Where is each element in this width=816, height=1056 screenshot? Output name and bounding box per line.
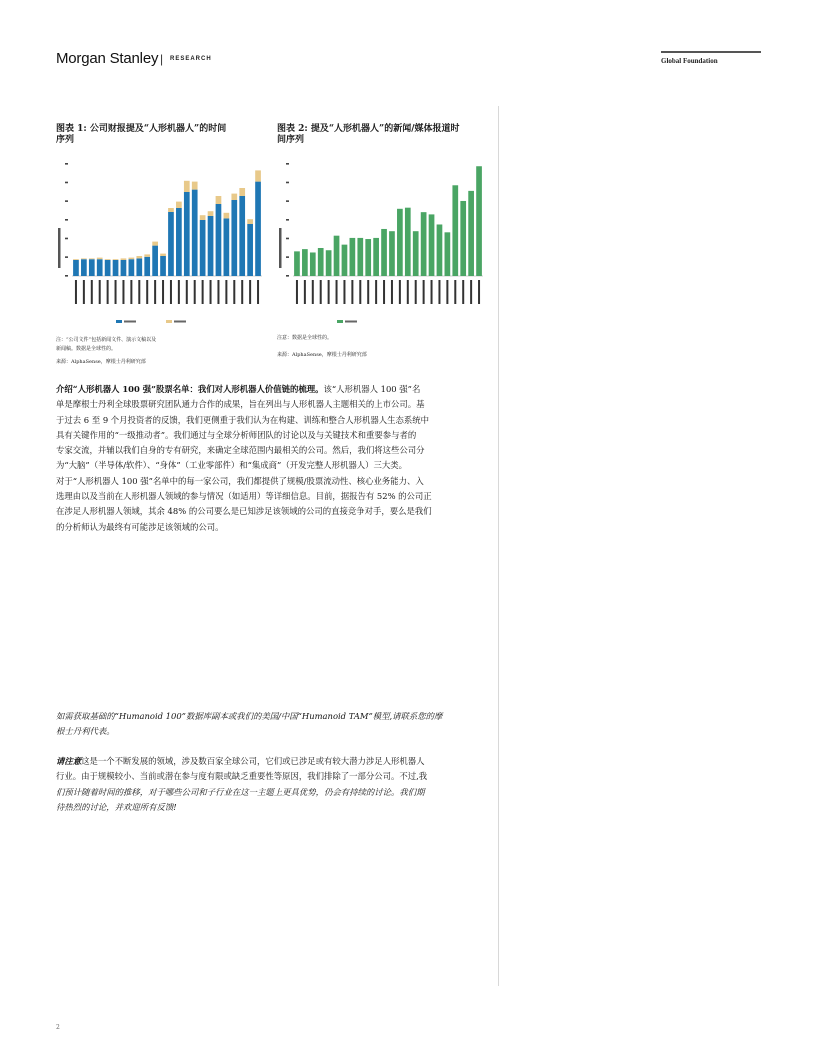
bar <box>381 229 387 276</box>
y-tick-mark <box>286 256 289 258</box>
figure2-source: 来源：AlphaSense，摩根士丹利研究部 <box>277 352 367 358</box>
bar <box>176 208 182 276</box>
x-tick-label <box>107 280 109 304</box>
bar <box>239 196 245 276</box>
figure2-note <box>277 334 489 360</box>
bar <box>476 166 482 276</box>
legend-swatch <box>337 320 343 323</box>
paragraph-disclaimer-line: 待热烈的讨论，并欢迎所有反馈! <box>56 801 177 812</box>
x-tick-label <box>115 280 117 304</box>
x-tick-label <box>320 280 322 304</box>
legend-label <box>124 321 136 323</box>
paragraph-intro-line: 选理由以及当前在人形机器人领域的参与情况（如适用）等详细信息。目前，据报告有 52% 的公司正 <box>56 491 432 502</box>
y-tick-mark <box>65 182 68 184</box>
y-tick-mark <box>286 182 289 184</box>
x-tick-label <box>399 280 401 304</box>
y-tick-mark <box>286 163 289 165</box>
x-tick-label <box>138 280 140 304</box>
bar-segment <box>121 258 127 260</box>
bar <box>445 232 451 276</box>
x-tick-label <box>351 280 353 304</box>
bar-segment <box>239 188 245 196</box>
x-tick-label <box>99 280 101 304</box>
bar <box>208 216 214 276</box>
bar-segment <box>73 259 79 260</box>
bar-segment <box>216 196 222 204</box>
figure1-source: 来源：AlphaSense，摩根士丹利研究部 <box>56 359 146 365</box>
x-tick-label <box>328 280 330 304</box>
x-tick-label <box>186 280 188 304</box>
bar <box>97 259 103 276</box>
bar <box>389 231 395 276</box>
y-tick-mark <box>286 238 289 240</box>
x-tick-label <box>225 280 227 304</box>
x-tick-label <box>391 280 393 304</box>
header-right-label: Global Foundation <box>661 57 718 65</box>
bar <box>216 204 222 276</box>
x-tick-label <box>375 280 377 304</box>
paragraph-intro-line: 的分析师认为最终有可能涉足该领域的公司。 <box>56 521 224 532</box>
bar <box>136 258 142 276</box>
x-tick-label <box>367 280 369 304</box>
bar <box>144 257 150 276</box>
paragraph-intro-line: 在涉足人形机器人领域，其余 48% 的公司要么是已知涉足该领域的公司的直接竞争对手，要么是我们 <box>56 506 432 517</box>
bar <box>160 256 166 276</box>
x-tick-label <box>296 280 298 304</box>
paragraph-disclaimer-line: 们预计随着时间的推移，对于哪些公司和子行业在这一主题上更具优势，仍会有持续的讨论。我们期 <box>56 786 425 797</box>
bar <box>255 182 261 276</box>
bar-segment <box>208 211 214 216</box>
bar <box>247 224 253 276</box>
bar <box>152 246 158 276</box>
paragraph-intro-line: 单是摩根士丹利全球股票研究团队通力合作的成果，旨在列出与人形机器人主题相关的上市公司。基 <box>56 399 425 410</box>
y-tick-mark <box>65 200 68 202</box>
brand-logo: Morgan Stanley <box>56 50 159 67</box>
x-tick-label <box>146 280 148 304</box>
x-tick-label <box>83 280 85 304</box>
bar <box>168 212 174 276</box>
bar <box>357 238 363 276</box>
y-tick-mark <box>65 275 68 277</box>
paragraph-disclaimer-line: 这是一个不断发展的领域，涉及数百家全球公司，它们或已涉足或有较大潜力涉足人形机器人 <box>81 756 425 766</box>
paragraph-disclaimer-lead: 请注意 <box>56 756 82 766</box>
bar <box>121 260 127 276</box>
bar-segment <box>247 219 253 224</box>
paragraph-disclaimer-line: 行业。由于规模较小、当前或潜在参与度有限或缺乏重要性等原因，我们排除了一部分公司。不过,我 <box>56 771 428 782</box>
legend-swatch <box>116 320 122 323</box>
bar <box>129 259 135 276</box>
x-tick-label <box>130 280 132 304</box>
x-tick-label <box>454 280 456 304</box>
x-tick-label <box>359 280 361 304</box>
x-tick-label <box>249 280 251 304</box>
bar <box>397 209 403 276</box>
paragraph-database <box>56 709 496 740</box>
bar <box>405 208 411 276</box>
x-tick-label <box>170 280 172 304</box>
x-tick-label <box>383 280 385 304</box>
bar <box>192 190 198 276</box>
bar-segment <box>224 213 230 219</box>
bar <box>452 185 458 276</box>
y-axis-label <box>58 228 61 268</box>
x-tick-label <box>154 280 156 304</box>
legend-label <box>174 321 186 323</box>
bar <box>105 260 111 276</box>
figure2-title-line1: 图表 2: 提及“人形机器人”的新闻/媒体报道时 <box>277 124 460 134</box>
bar-segment <box>168 208 174 212</box>
paragraph-database-line: 如需获取基础的“Humanoid 100”数据库副本或我们的美国/中国“Humanoid TAM”模型,请联系您的摩 <box>56 711 443 721</box>
paragraph-database-line: 根士丹利代表。 <box>56 726 115 737</box>
column-divider <box>498 106 499 986</box>
y-tick-mark <box>65 219 68 221</box>
figure2-chart <box>277 158 491 330</box>
bar-segment <box>113 259 119 260</box>
bar <box>334 236 340 276</box>
x-tick-label <box>91 280 93 304</box>
bar-segment <box>81 258 87 259</box>
paragraph-intro-line: 对于“人形机器人 100 强”名单中的每一家公司，我们都提供了规模/股票流动性、核心业务能力、入 <box>56 475 424 486</box>
bar <box>342 245 348 276</box>
y-tick-mark <box>286 219 289 221</box>
y-tick-mark <box>286 275 289 277</box>
x-tick-label <box>202 280 204 304</box>
bar-segment <box>200 215 206 220</box>
header-rule <box>661 51 761 53</box>
brand-separator: | <box>160 52 164 66</box>
bar-segment <box>129 258 135 260</box>
x-tick-label <box>343 280 345 304</box>
paragraph-intro-line: 为“大脑”（半导体/软件）、“身体”（工业零部件）和“集成商”（开发完整人形机器人）三大类。 <box>56 460 407 471</box>
bar-segment <box>89 258 95 259</box>
bar-segment <box>105 259 111 260</box>
x-tick-label <box>431 280 433 304</box>
x-tick-label <box>438 280 440 304</box>
x-tick-label <box>470 280 472 304</box>
figure1-title-line1: 图表 1: 公司财报提及“人形机器人”的时间 <box>56 124 227 134</box>
y-axis-label <box>279 228 282 268</box>
paragraph-intro-lead: 介绍“人形机器人 100 强”股票名单：我们对人形机器人价值链的梳理。 <box>56 384 324 394</box>
bar-segment <box>144 254 150 256</box>
x-tick-label <box>233 280 235 304</box>
figure2-title <box>277 124 489 146</box>
paragraph-intro-line: 于过去 6 至 9 个月投资者的反馈，我们更侧重于我们认为在构建、训练和整合人形机器人生态系统中 <box>56 414 430 425</box>
bar <box>413 231 419 276</box>
figure1-note <box>56 336 266 367</box>
bar <box>326 250 332 276</box>
bar-segment <box>97 258 103 260</box>
section-label: RESEARCH <box>170 56 212 62</box>
bar-segment <box>152 242 158 246</box>
bar-segment <box>192 182 198 190</box>
x-tick-label <box>304 280 306 304</box>
bar-segment <box>136 256 142 258</box>
paragraph-intro-line: 专家交流，并辅以我们自身的专有研究，来确定全球范围内最相关的公司。然后，我们将这些公司分 <box>56 445 425 456</box>
bar <box>81 259 87 276</box>
x-tick-label <box>194 280 196 304</box>
x-tick-label <box>415 280 417 304</box>
x-tick-label <box>446 280 448 304</box>
bar <box>421 212 427 276</box>
bar-segment <box>255 170 261 181</box>
bar <box>113 260 119 276</box>
figure1-note-line2: 新闻稿。数据是全球性的。 <box>56 346 117 352</box>
bar <box>89 259 95 276</box>
x-tick-label <box>75 280 77 304</box>
x-tick-label <box>217 280 219 304</box>
x-tick-label <box>423 280 425 304</box>
y-tick-mark <box>65 163 68 165</box>
bar <box>294 251 300 276</box>
figure1-title-line2: 序列 <box>56 135 75 145</box>
bar-segment <box>184 181 190 192</box>
bar <box>73 260 79 276</box>
y-tick-mark <box>65 256 68 258</box>
bar <box>373 238 379 276</box>
bar <box>310 252 316 276</box>
paragraph-intro <box>56 382 496 535</box>
figure1-note-line1: 注：“公司文件”包括新闻文件、演示文稿以及 <box>56 337 157 343</box>
page-number: 2 <box>56 1024 60 1031</box>
x-tick-label <box>210 280 212 304</box>
bar <box>437 224 443 276</box>
bar-segment <box>160 254 166 256</box>
y-tick-mark <box>286 200 289 202</box>
figure1-chart <box>56 158 270 330</box>
bar <box>460 201 466 276</box>
bar <box>302 249 308 276</box>
x-tick-label <box>312 280 314 304</box>
x-tick-label <box>122 280 124 304</box>
bar <box>200 220 206 276</box>
paragraph-disclaimer <box>56 754 496 815</box>
paragraph-intro-line: 具有关键作用的“一级推动者”。我们通过与全球分析师团队的讨论以及与关键技术和重要参与者的 <box>56 429 417 440</box>
bar <box>231 200 237 276</box>
bar <box>468 191 474 276</box>
x-tick-label <box>407 280 409 304</box>
x-tick-label <box>241 280 243 304</box>
bar <box>429 214 435 276</box>
x-tick-label <box>178 280 180 304</box>
figure1-title <box>56 124 266 146</box>
x-tick-label <box>162 280 164 304</box>
figure2-note-text: 注意：数据是全球性的。 <box>277 335 333 341</box>
x-tick-label <box>257 280 259 304</box>
bar <box>350 238 356 276</box>
bar-segment <box>231 194 237 200</box>
bar-segment <box>176 202 182 208</box>
legend-swatch <box>166 320 172 323</box>
x-tick-label <box>462 280 464 304</box>
x-tick-label <box>336 280 338 304</box>
figure2-title-line2: 间序列 <box>277 135 305 145</box>
bar <box>184 192 190 276</box>
y-tick-mark <box>65 238 68 240</box>
paragraph-intro-line: 该“人形机器人 100 强”名 <box>323 384 421 394</box>
bar <box>318 248 324 276</box>
bar <box>224 218 230 276</box>
bar <box>365 239 371 276</box>
legend-label <box>345 321 357 323</box>
x-tick-label <box>478 280 480 304</box>
